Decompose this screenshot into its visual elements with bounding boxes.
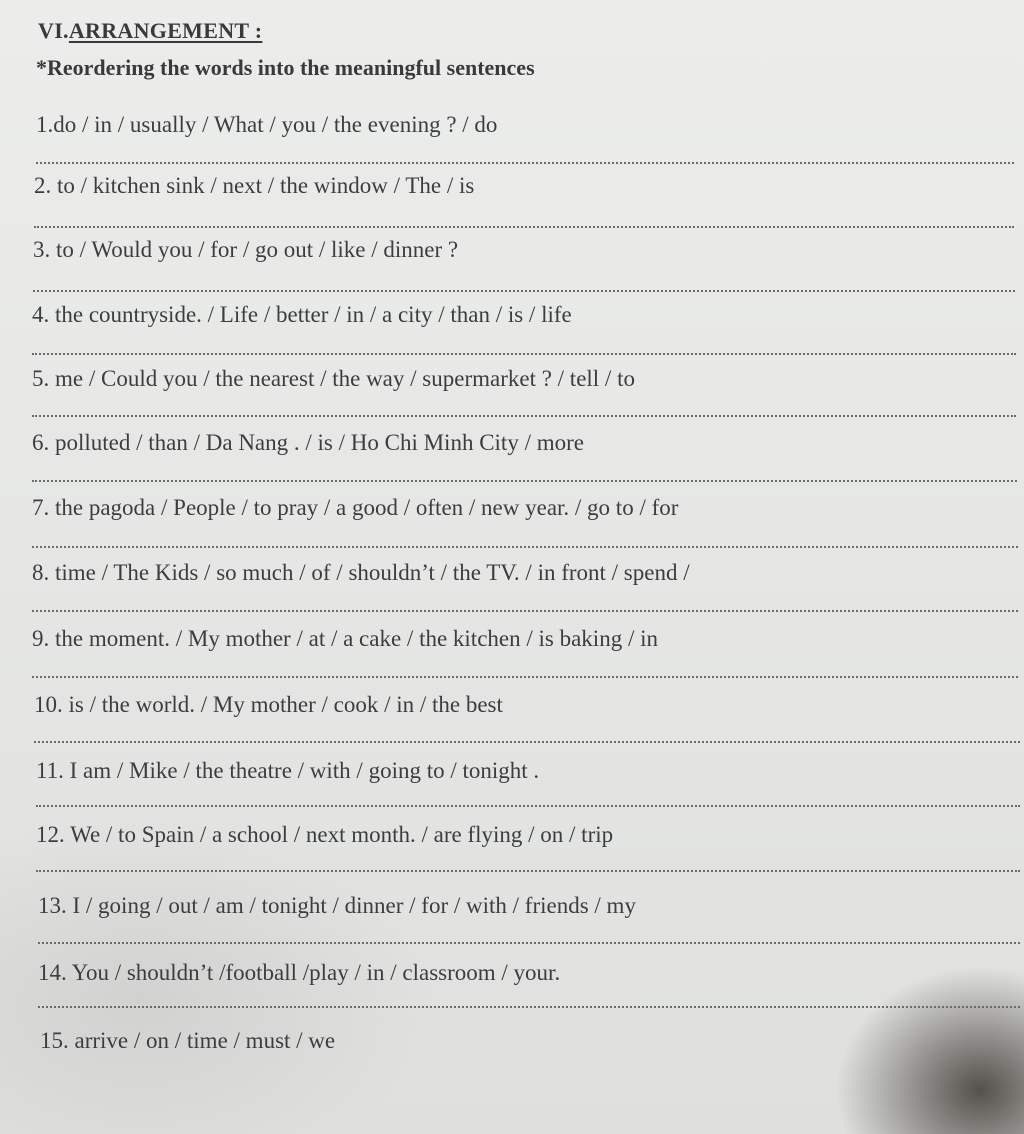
exercise-item-12: 12. We / to Spain / a school / next month. / are flying / on / trip: [36, 822, 614, 847]
answer-line-11[interactable]: [36, 805, 1020, 807]
exercise-item-10: 10. is / the world. / My mother / cook / in / the best: [34, 692, 503, 717]
instruction-text: *Reordering the words into the meaningful sentences: [36, 55, 535, 80]
answer-line-10[interactable]: [34, 741, 1020, 743]
answer-line-5[interactable]: [32, 415, 1016, 417]
answer-line-14[interactable]: [38, 1006, 1020, 1008]
answer-line-12[interactable]: [36, 870, 1020, 872]
answer-line-6[interactable]: [32, 480, 1017, 482]
exercise-item-11: 11. I am / Mike / the theatre / with / going to / tonight .: [36, 758, 540, 783]
exercise-item-5: 5. me / Could you / the nearest / the way / supermarket ? / tell / to: [32, 366, 635, 391]
exercise-item-4: 4. the countryside. / Life / better / in / a city / than / is / life: [32, 302, 572, 327]
answer-line-2[interactable]: [34, 226, 1014, 228]
answer-line-8[interactable]: [32, 610, 1018, 612]
answer-line-13[interactable]: [38, 942, 1020, 944]
exercise-item-7: 7. the pagoda / People / to pray / a good / often / new year. / go to / for: [32, 495, 679, 520]
exercise-item-14: 14. You / shouldn’t /football /play / in / classroom / your.: [38, 960, 561, 985]
answer-line-9[interactable]: [32, 676, 1018, 678]
answer-line-1[interactable]: [36, 162, 1014, 164]
exercise-item-2: 2. to / kitchen sink / next / the window / The / is: [34, 173, 475, 198]
exercise-item-15: 15. arrive / on / time / must / we: [40, 1028, 336, 1053]
exercise-item-3: 3. to / Would you / for / go out / like / dinner ?: [33, 237, 459, 262]
exercise-item-8: 8. time / The Kids / so much / of / shouldn’t / the TV. / in front / spend /: [32, 560, 690, 585]
exercise-item-1: 1.do / in / usually / What / you / the evening ? / do: [36, 112, 498, 137]
exercise-item-6: 6. polluted / than / Da Nang . / is / Ho Chi Minh City / more: [32, 430, 584, 455]
exercise-item-9: 9. the moment. / My mother / at / a cake / the kitchen / is baking / in: [32, 626, 658, 651]
answer-line-3[interactable]: [33, 290, 1015, 292]
section-number: VI.: [38, 18, 69, 43]
section-heading: [38, 18, 262, 44]
exercise-item-13: 13. I / going / out / am / tonight / dinner / for / with / friends / my: [38, 893, 636, 918]
section-title: ARRANGEMENT :: [68, 18, 263, 43]
answer-line-7[interactable]: [32, 546, 1018, 548]
answer-line-4[interactable]: [32, 353, 1016, 355]
